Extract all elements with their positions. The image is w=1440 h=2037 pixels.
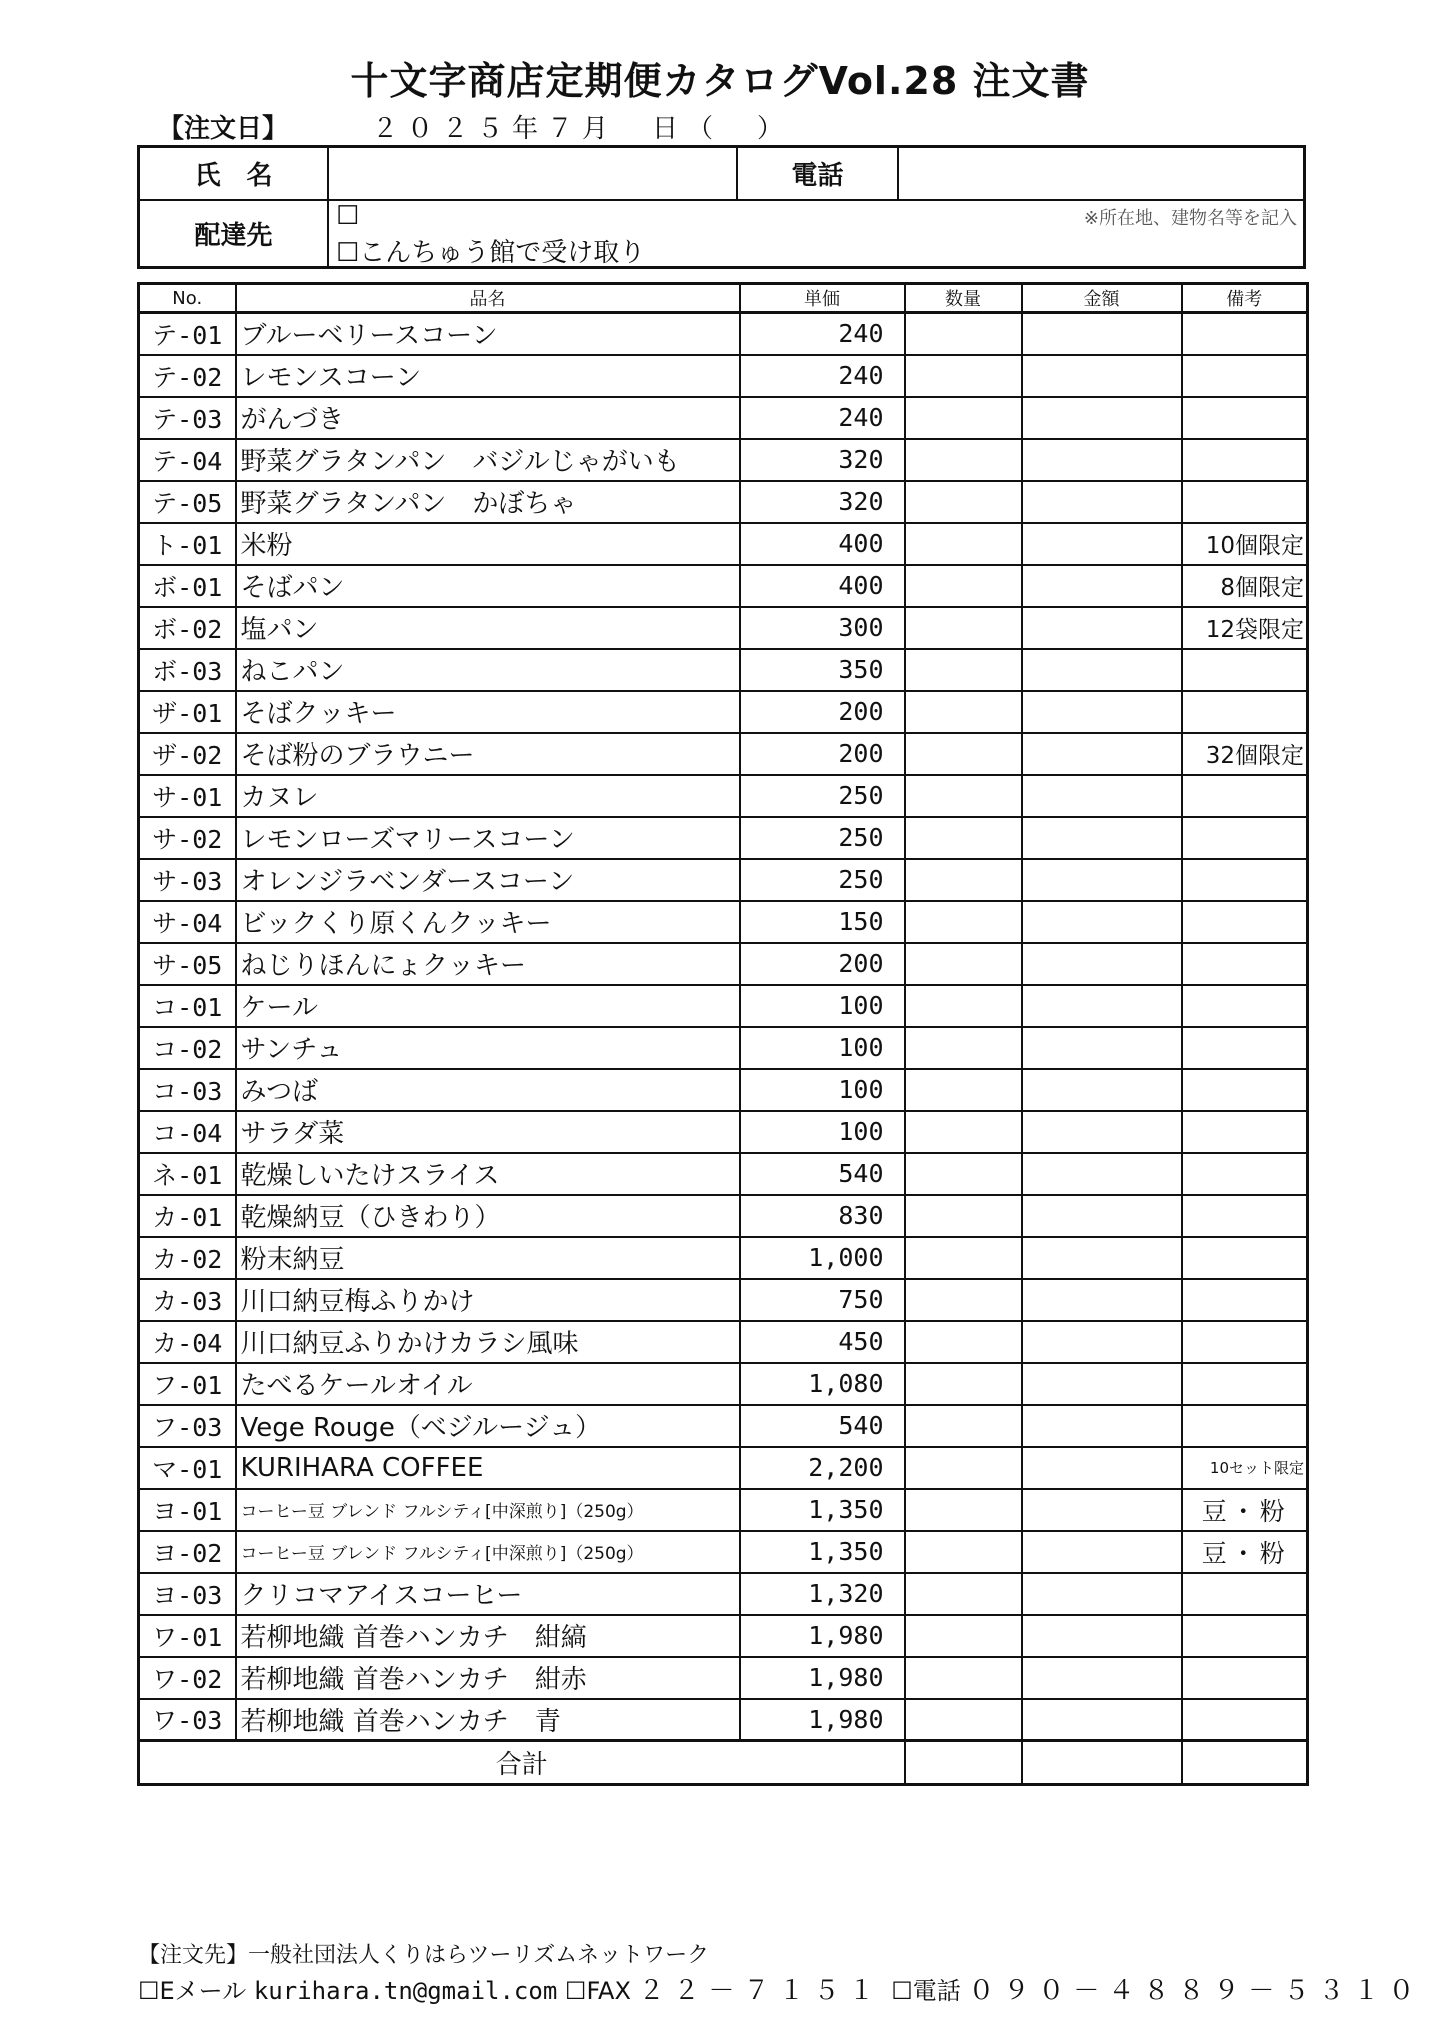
table-row [139, 1321, 1308, 1363]
item-qty-cell[interactable] [905, 1069, 1022, 1111]
item-remark [1182, 775, 1308, 817]
item-name: 若柳地織 首巻ハンカチ 青 [236, 1699, 740, 1741]
item-no: ト-01 [139, 523, 236, 565]
item-amount-cell[interactable] [1022, 985, 1182, 1027]
table-row [139, 649, 1308, 691]
item-price: 100 [740, 1027, 905, 1069]
table-row [139, 313, 1308, 355]
item-no: ボ-01 [139, 565, 236, 607]
item-amount-cell[interactable] [1022, 817, 1182, 859]
header-no: No. [139, 284, 236, 313]
item-amount-cell[interactable] [1022, 1237, 1182, 1279]
item-amount-cell[interactable] [1022, 313, 1182, 355]
item-no: ネ-01 [139, 1153, 236, 1195]
item-remark [1182, 355, 1308, 397]
pickup-checkbox[interactable]: ☐こんちゅう館で受け取り [336, 238, 646, 268]
item-qty-cell[interactable] [905, 1321, 1022, 1363]
item-name: 川口納豆梅ふりかけ [236, 1279, 740, 1321]
item-remark [1182, 1573, 1308, 1615]
header-price: 単価 [740, 284, 905, 313]
table-row [139, 1153, 1308, 1195]
item-qty-cell[interactable] [905, 1195, 1022, 1237]
item-amount-cell[interactable] [1022, 775, 1182, 817]
header-qty: 数量 [905, 284, 1022, 313]
item-price: 320 [740, 481, 905, 523]
item-price: 540 [740, 1153, 905, 1195]
item-name: ケール [236, 985, 740, 1027]
item-name: KURIHARA COFFEE [236, 1447, 740, 1489]
item-price: 830 [740, 1195, 905, 1237]
item-price: 100 [740, 1111, 905, 1153]
item-name: ねこパン [236, 649, 740, 691]
email-label: ☐Eメール [138, 1977, 247, 2005]
item-qty-cell[interactable] [905, 1279, 1022, 1321]
item-name: そば粉のブラウニー [236, 733, 740, 775]
page-title: 十文字商店定期便カタログVol.28 注文書 [350, 59, 1090, 103]
table-row [139, 1405, 1308, 1447]
item-no: コ-03 [139, 1069, 236, 1111]
table-row [139, 1531, 1308, 1573]
item-qty-cell[interactable] [905, 523, 1022, 565]
item-name: クリコマアイスコーヒー [236, 1573, 740, 1615]
item-name: そばクッキー [236, 691, 740, 733]
item-qty-cell[interactable] [905, 1363, 1022, 1405]
table-row [139, 943, 1308, 985]
item-no: カ-03 [139, 1279, 236, 1321]
item-no: テ-04 [139, 439, 236, 481]
item-amount-cell[interactable] [1022, 1489, 1182, 1531]
item-amount-cell[interactable] [1022, 565, 1182, 607]
item-price: 250 [740, 817, 905, 859]
contact-line [138, 1970, 1423, 2007]
table-row [139, 607, 1308, 649]
item-no: フ-03 [139, 1405, 236, 1447]
table-row [139, 355, 1308, 397]
item-no: コ-02 [139, 1027, 236, 1069]
item-remark [1182, 1279, 1308, 1321]
item-price: 240 [740, 313, 905, 355]
item-name: 米粉 [236, 523, 740, 565]
item-remark [1182, 985, 1308, 1027]
item-name: オレンジラベンダースコーン [236, 859, 740, 901]
item-name: 若柳地織 首巻ハンカチ 紺縞 [236, 1615, 740, 1657]
item-amount-cell[interactable] [1022, 943, 1182, 985]
item-price: 1,980 [740, 1699, 905, 1741]
item-amount-cell[interactable] [1022, 733, 1182, 775]
item-remark: 10セット限定 [1182, 1447, 1308, 1489]
item-remark [1182, 1321, 1308, 1363]
table-row [139, 859, 1308, 901]
table-header-row [139, 284, 1308, 313]
item-price: 350 [740, 649, 905, 691]
phone-label: 電話 [791, 161, 844, 191]
item-price: 540 [740, 1405, 905, 1447]
item-remark [1182, 1111, 1308, 1153]
item-name: 塩パン [236, 607, 740, 649]
item-name: ブルーベリースコーン [236, 313, 740, 355]
item-amount-cell[interactable] [1022, 1195, 1182, 1237]
item-no: テ-03 [139, 397, 236, 439]
table-row [139, 1447, 1308, 1489]
item-name: レモンローズマリースコーン [236, 817, 740, 859]
item-price: 240 [740, 355, 905, 397]
item-name: 若柳地織 首巻ハンカチ 紺赤 [236, 1657, 740, 1699]
item-price: 1,350 [740, 1531, 905, 1573]
item-price: 320 [740, 439, 905, 481]
item-price: 400 [740, 523, 905, 565]
header-amount: 金額 [1022, 284, 1182, 313]
item-qty-cell[interactable] [905, 355, 1022, 397]
item-remark [1182, 1657, 1308, 1699]
item-price: 450 [740, 1321, 905, 1363]
item-qty-cell[interactable] [905, 1111, 1022, 1153]
item-amount-cell[interactable] [1022, 1027, 1182, 1069]
customer-info-box [137, 145, 1306, 269]
table-row [139, 1069, 1308, 1111]
item-name: 野菜グラタンパン かぼちゃ [236, 481, 740, 523]
item-name: 川口納豆ふりかけカラシ風味 [236, 1321, 740, 1363]
item-no: ザ-02 [139, 733, 236, 775]
item-qty-cell[interactable] [905, 859, 1022, 901]
item-remark [1182, 313, 1308, 355]
item-no: ヨ-03 [139, 1573, 236, 1615]
email-address[interactable]: kurihara.tn@gmail.com [253, 1977, 558, 2005]
item-amount-cell[interactable] [1022, 691, 1182, 733]
item-price: 1,080 [740, 1363, 905, 1405]
item-qty-cell[interactable] [905, 1405, 1022, 1447]
item-name: ねじりほんにょクッキー [236, 943, 740, 985]
item-name: そばパン [236, 565, 740, 607]
item-no: マ-01 [139, 1447, 236, 1489]
item-qty-cell[interactable] [905, 1153, 1022, 1195]
table-row [139, 397, 1308, 439]
item-no: ボ-03 [139, 649, 236, 691]
item-amount-cell[interactable] [1022, 1111, 1182, 1153]
total-row [139, 1741, 1308, 1785]
item-price: 1,000 [740, 1237, 905, 1279]
item-no: サ-04 [139, 901, 236, 943]
item-qty-cell[interactable] [905, 1531, 1022, 1573]
phone-number: ０９０－４８８９－５３１０ [968, 1976, 1424, 2006]
item-qty-cell[interactable] [905, 985, 1022, 1027]
item-remark [1182, 901, 1308, 943]
item-remark [1182, 1363, 1308, 1405]
table-row [139, 985, 1308, 1027]
item-amount-cell[interactable] [1022, 1531, 1182, 1573]
table-row [139, 1111, 1308, 1153]
item-no: サ-05 [139, 943, 236, 985]
table-row [139, 481, 1308, 523]
item-name: たべるケールオイル [236, 1363, 740, 1405]
item-no: ヨ-02 [139, 1531, 236, 1573]
fax-label: ☐FAX [564, 1977, 631, 2005]
item-remark [1182, 1069, 1308, 1111]
item-amount-cell[interactable] [1022, 1363, 1182, 1405]
item-no: テ-02 [139, 355, 236, 397]
item-remark [1182, 859, 1308, 901]
total-label: 合計 [139, 1741, 905, 1785]
item-qty-cell[interactable] [905, 1615, 1022, 1657]
item-name: コーヒー豆 ブレンド フルシティ[中深煎り]（250g） [236, 1489, 740, 1531]
total-qty-cell[interactable] [905, 1741, 1022, 1785]
item-price: 300 [740, 607, 905, 649]
item-qty-cell[interactable] [905, 691, 1022, 733]
item-remark [1182, 1153, 1308, 1195]
item-name: コーヒー豆 ブレンド フルシティ[中深煎り]（250g） [236, 1531, 740, 1573]
item-qty-cell[interactable] [905, 607, 1022, 649]
item-price: 200 [740, 943, 905, 985]
item-name: 乾燥しいたけスライス [236, 1153, 740, 1195]
item-amount-cell[interactable] [1022, 901, 1182, 943]
item-qty-cell[interactable] [905, 481, 1022, 523]
item-name: ビックくり原くんクッキー [236, 901, 740, 943]
item-no: カ-02 [139, 1237, 236, 1279]
item-no: テ-05 [139, 481, 236, 523]
item-remark: 豆・粉 [1182, 1531, 1308, 1573]
item-price: 100 [740, 1069, 905, 1111]
item-name: カヌレ [236, 775, 740, 817]
table-row [139, 901, 1308, 943]
item-qty-cell[interactable] [905, 565, 1022, 607]
item-name: レモンスコーン [236, 355, 740, 397]
item-name: 乾燥納豆（ひきわり） [236, 1195, 740, 1237]
table-row [139, 1363, 1308, 1405]
item-qty-cell[interactable] [905, 313, 1022, 355]
item-name: がんづき [236, 397, 740, 439]
delivery-label: 配達先 [194, 221, 273, 251]
table-row [139, 523, 1308, 565]
item-amount-cell[interactable] [1022, 1447, 1182, 1489]
table-row [139, 1573, 1308, 1615]
item-no: カ-01 [139, 1195, 236, 1237]
delivery-address-checkbox[interactable]: ☐ [336, 201, 360, 231]
item-name: 野菜グラタンパン バジルじゃがいも [236, 439, 740, 481]
item-price: 200 [740, 691, 905, 733]
fax-number: ２２－７１５１ [638, 1976, 884, 2006]
item-no: コ-04 [139, 1111, 236, 1153]
table-row [139, 1657, 1308, 1699]
table-row [139, 1027, 1308, 1069]
item-price: 1,980 [740, 1615, 905, 1657]
total-remark-cell [1182, 1741, 1308, 1785]
item-no: ヨ-01 [139, 1489, 236, 1531]
item-price: 250 [740, 859, 905, 901]
item-qty-cell[interactable] [905, 1237, 1022, 1279]
item-qty-cell[interactable] [905, 1447, 1022, 1489]
item-no: ザ-01 [139, 691, 236, 733]
item-price: 150 [740, 901, 905, 943]
item-price: 200 [740, 733, 905, 775]
item-qty-cell[interactable] [905, 1027, 1022, 1069]
total-amount-cell[interactable] [1022, 1741, 1182, 1785]
table-row [139, 439, 1308, 481]
item-remark [1182, 439, 1308, 481]
item-no: ワ-03 [139, 1699, 236, 1741]
item-remark: 豆・粉 [1182, 1489, 1308, 1531]
table-row [139, 1195, 1308, 1237]
phone-field[interactable] [899, 148, 1303, 199]
item-no: ワ-02 [139, 1657, 236, 1699]
item-remark [1182, 943, 1308, 985]
item-amount-cell[interactable] [1022, 1153, 1182, 1195]
item-remark: 8個限定 [1182, 565, 1308, 607]
item-remark [1182, 397, 1308, 439]
item-price: 400 [740, 565, 905, 607]
item-remark: 32個限定 [1182, 733, 1308, 775]
order-date-label: 【注文日】 [158, 114, 289, 144]
item-price: 100 [740, 985, 905, 1027]
item-price: 240 [740, 397, 905, 439]
item-amount-cell[interactable] [1022, 439, 1182, 481]
table-row [139, 1237, 1308, 1279]
item-price: 2,200 [740, 1447, 905, 1489]
item-name: Vege Rouge（ベジルージュ） [236, 1405, 740, 1447]
item-amount-cell[interactable] [1022, 859, 1182, 901]
item-price: 750 [740, 1279, 905, 1321]
item-qty-cell[interactable] [905, 649, 1022, 691]
item-qty-cell[interactable] [905, 901, 1022, 943]
item-remark [1182, 1195, 1308, 1237]
item-no: サ-02 [139, 817, 236, 859]
item-name: サラダ菜 [236, 1111, 740, 1153]
order-date [158, 108, 792, 145]
item-amount-cell[interactable] [1022, 397, 1182, 439]
item-qty-cell[interactable] [905, 397, 1022, 439]
table-row [139, 775, 1308, 817]
name-label: 氏 名 [194, 161, 273, 191]
item-no: カ-04 [139, 1321, 236, 1363]
item-qty-cell[interactable] [905, 1489, 1022, 1531]
item-remark [1182, 817, 1308, 859]
item-remark: 10個限定 [1182, 523, 1308, 565]
item-qty-cell[interactable] [905, 733, 1022, 775]
item-price: 1,980 [740, 1657, 905, 1699]
header-name: 品名 [236, 284, 740, 313]
item-remark [1182, 1405, 1308, 1447]
table-row [139, 1699, 1308, 1741]
header-remark: 備考 [1182, 284, 1308, 313]
table-row [139, 565, 1308, 607]
order-table [137, 282, 1309, 1786]
item-qty-cell[interactable] [905, 775, 1022, 817]
item-qty-cell[interactable] [905, 1657, 1022, 1699]
item-remark [1182, 691, 1308, 733]
item-amount-cell[interactable] [1022, 607, 1182, 649]
item-no: サ-03 [139, 859, 236, 901]
table-row [139, 733, 1308, 775]
item-price: 1,320 [740, 1573, 905, 1615]
item-qty-cell[interactable] [905, 817, 1022, 859]
item-remark [1182, 1237, 1308, 1279]
item-amount-cell[interactable] [1022, 1573, 1182, 1615]
item-no: テ-01 [139, 313, 236, 355]
item-remark [1182, 1699, 1308, 1741]
table-row [139, 691, 1308, 733]
item-no: ワ-01 [139, 1615, 236, 1657]
item-no: サ-01 [139, 775, 236, 817]
item-remark [1182, 481, 1308, 523]
table-row [139, 1279, 1308, 1321]
item-amount-cell[interactable] [1022, 1321, 1182, 1363]
item-amount-cell[interactable] [1022, 355, 1182, 397]
item-remark: 12袋限定 [1182, 607, 1308, 649]
order-date-value: ２０２５年７月 日（ ） [372, 114, 793, 144]
item-no: コ-01 [139, 985, 236, 1027]
item-amount-cell[interactable] [1022, 1699, 1182, 1741]
item-amount-cell[interactable] [1022, 1657, 1182, 1699]
item-name: サンチュ [236, 1027, 740, 1069]
item-remark [1182, 649, 1308, 691]
item-amount-cell[interactable] [1022, 523, 1182, 565]
item-remark [1182, 1615, 1308, 1657]
item-amount-cell[interactable] [1022, 1405, 1182, 1447]
table-row [139, 817, 1308, 859]
item-qty-cell[interactable] [905, 943, 1022, 985]
item-amount-cell[interactable] [1022, 481, 1182, 523]
item-no: ボ-02 [139, 607, 236, 649]
item-name: みつば [236, 1069, 740, 1111]
item-amount-cell[interactable] [1022, 1615, 1182, 1657]
item-price: 1,350 [740, 1489, 905, 1531]
table-row [139, 1615, 1308, 1657]
item-qty-cell[interactable] [905, 439, 1022, 481]
name-field[interactable] [329, 148, 736, 199]
item-amount-cell[interactable] [1022, 1069, 1182, 1111]
order-to: 【注文先】一般社団法人くりはらツーリズムネットワーク [138, 1943, 710, 1968]
table-row [139, 1489, 1308, 1531]
item-amount-cell[interactable] [1022, 1279, 1182, 1321]
item-no: フ-01 [139, 1363, 236, 1405]
item-amount-cell[interactable] [1022, 649, 1182, 691]
item-qty-cell[interactable] [905, 1573, 1022, 1615]
item-remark [1182, 1027, 1308, 1069]
item-qty-cell[interactable] [905, 1699, 1022, 1741]
item-name: 粉末納豆 [236, 1237, 740, 1279]
item-price: 250 [740, 775, 905, 817]
delivery-note: ※所在地、建物名等を記入 [1083, 208, 1297, 229]
phone-label-footer: ☐電話 [891, 1977, 961, 2005]
